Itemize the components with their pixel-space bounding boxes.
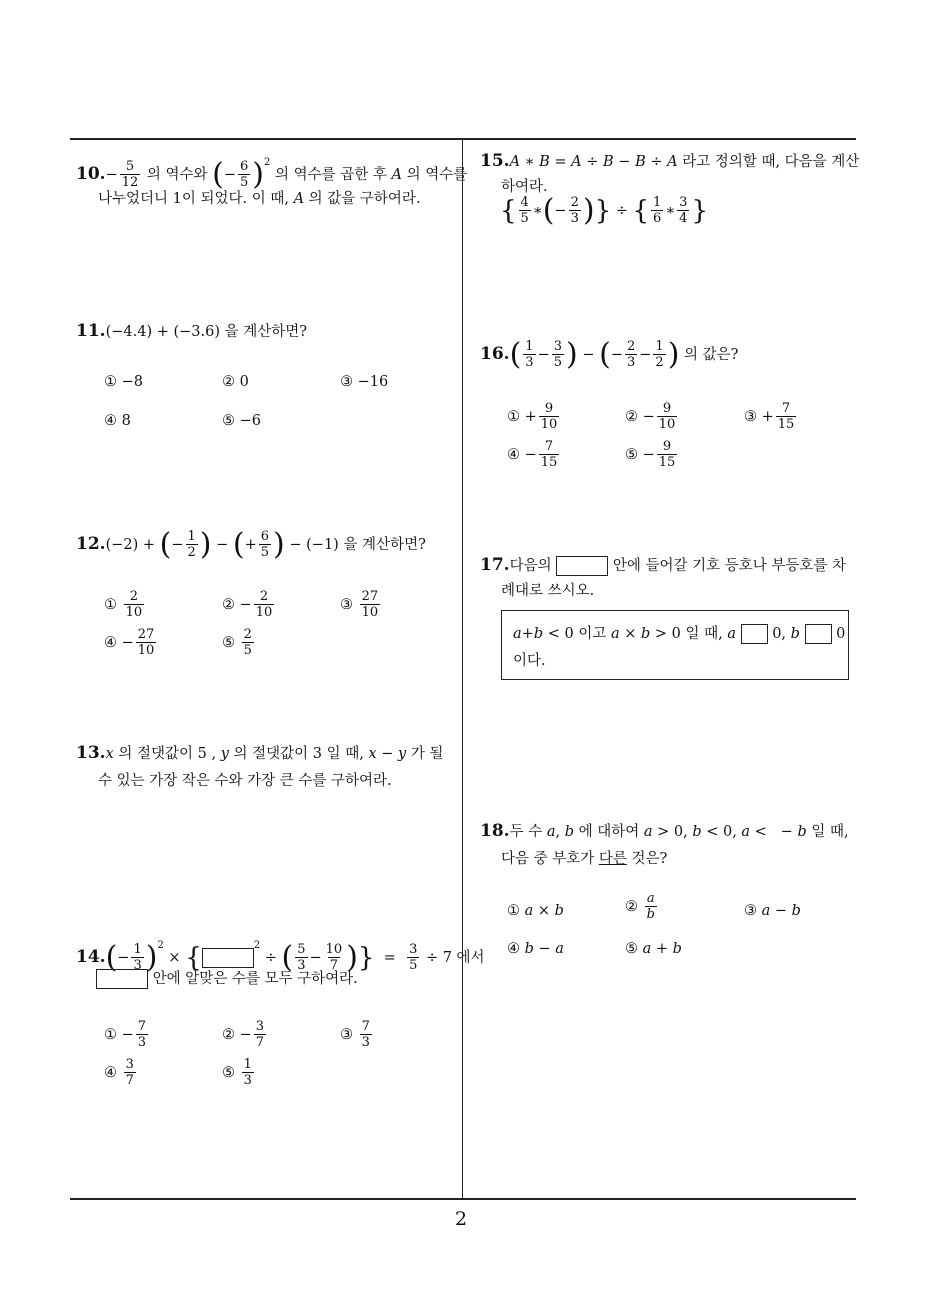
option-4[interactable]: ④ − $\frac{7}{15}$ (507, 439, 558, 470)
condition-line2: 이다. (513, 653, 546, 669)
question-18: 18.두 수 a, b 에 대하여 a > 0, b < 0, a < − b 일 때, (480, 821, 849, 841)
question-number: 10. (76, 164, 106, 184)
question-11: 11.(−4.4) + (−3.6) 을 계산하면? (76, 321, 308, 341)
page-number: 2 (455, 1208, 468, 1230)
option-1[interactable]: ① $\frac{2}{10}$ (104, 589, 143, 620)
option-5[interactable]: ⑤ −6 (222, 413, 261, 429)
question-15: 15.A ∗ B = A ÷ B − B ÷ A 라고 정의할 때, 다음을 계산 (480, 151, 860, 171)
fraction: $\frac{6}{5}$ (240, 159, 249, 190)
answer-box-b[interactable] (805, 624, 832, 644)
question-13-line2: 수 있는 가장 작은 수와 가장 큰 수를 구하여라. (98, 773, 392, 789)
option-2[interactable]: ② − $\frac{3}{7}$ (222, 1019, 265, 1050)
top-rule (70, 138, 856, 140)
answer-box[interactable] (96, 969, 148, 989)
question-16: 16.( $\frac{1}{3}$ − $\frac{3}{5}$ ) − (− $\frac{2}{3}$ − $\frac{1}{2}$ ) 의 값은? (480, 337, 739, 372)
option-2[interactable]: ② − $\frac{9}{10}$ (625, 401, 676, 432)
question-15-expr: { $\frac{4}{5}$ ∗(− $\frac{2}{3}$ )} ÷ { $\frac{1}{6}$ ∗ $\frac{3}{4}$ } (500, 193, 708, 228)
option-3[interactable]: ③ −16 (340, 374, 389, 390)
option-3[interactable]: ③ + $\frac{7}{15}$ (744, 401, 795, 432)
option-5[interactable]: ⑤ a + b (625, 941, 682, 957)
option-1[interactable]: ① a × b (507, 903, 564, 919)
question-10: 10.− $\frac{5}{12}$ 의 역수와 (− $\frac{6}{5}$ )$^2$ 의 역수를 곱한 후 A 의 역수를 (76, 157, 468, 192)
option-5[interactable]: ⑤ $\frac{1}{3}$ (222, 1057, 252, 1088)
option-1[interactable]: ① + $\frac{9}{10}$ (507, 401, 558, 432)
option-4[interactable]: ④ 8 (104, 413, 131, 429)
question-15-line2: 하여라. (501, 179, 548, 195)
answer-box[interactable] (202, 948, 254, 968)
bottom-rule (70, 1198, 856, 1200)
question-14: 14.(− $\frac{1}{3}$ )$^2$ × { $^2$ ÷ ( $\frac{5}{3}$ − $\frac{10}{7}$ )} = $\frac{3}{5}$ ÷ 7 에서 (76, 940, 485, 975)
fraction: $\frac{5}{12}$ (121, 159, 139, 190)
option-3[interactable]: ③ $\frac{27}{10}$ (340, 589, 379, 620)
option-5[interactable]: ⑤ $\frac{2}{5}$ (222, 627, 252, 658)
question-13: 13.x 의 절댓값이 5 , y 의 절댓값이 3 일 때, x − y 가 될 (76, 743, 444, 763)
option-1[interactable]: ① − $\frac{7}{3}$ (104, 1019, 147, 1050)
question-18-line2: 다음 중 부호가 다른 것은? (501, 851, 668, 867)
condition-box (501, 610, 849, 680)
option-3[interactable]: ③ a − b (744, 903, 801, 919)
option-3[interactable]: ③ $\frac{7}{3}$ (340, 1019, 370, 1050)
question-17-line2: 례대로 쓰시오. (501, 583, 595, 599)
option-4[interactable]: ④ b − a (507, 941, 564, 957)
option-4[interactable]: ④ − $\frac{27}{10}$ (104, 627, 155, 658)
option-2[interactable]: ② − $\frac{2}{10}$ (222, 589, 273, 620)
option-1[interactable]: ① −8 (104, 374, 143, 390)
question-14-line2: 안에 알맞은 수를 모두 구하여라. (96, 968, 358, 990)
option-2[interactable]: ② $\frac{a}{b}$ (625, 891, 655, 922)
condition-line1: a+b < 0 이고 a × b > 0 일 때, a 0, b 0 (513, 626, 846, 642)
answer-box-a[interactable] (741, 624, 768, 644)
answer-box (556, 556, 608, 576)
option-4[interactable]: ④ $\frac{3}{7}$ (104, 1057, 134, 1088)
question-17: 17.다음의 안에 들어갈 기호 등호나 부등호를 차 (480, 555, 846, 575)
column-divider (462, 138, 463, 1199)
question-12: 12.(−2) + (− $\frac{1}{2}$ ) − (+ $\frac{6}{5}$ ) − (−1) 을 계산하면? (76, 527, 426, 562)
option-5[interactable]: ⑤ − $\frac{9}{15}$ (625, 439, 676, 470)
option-2[interactable]: ② 0 (222, 374, 249, 390)
question-10-line2: 나누었더니 1이 되었다. 이 때, A 의 값을 구하여라. (98, 191, 421, 207)
